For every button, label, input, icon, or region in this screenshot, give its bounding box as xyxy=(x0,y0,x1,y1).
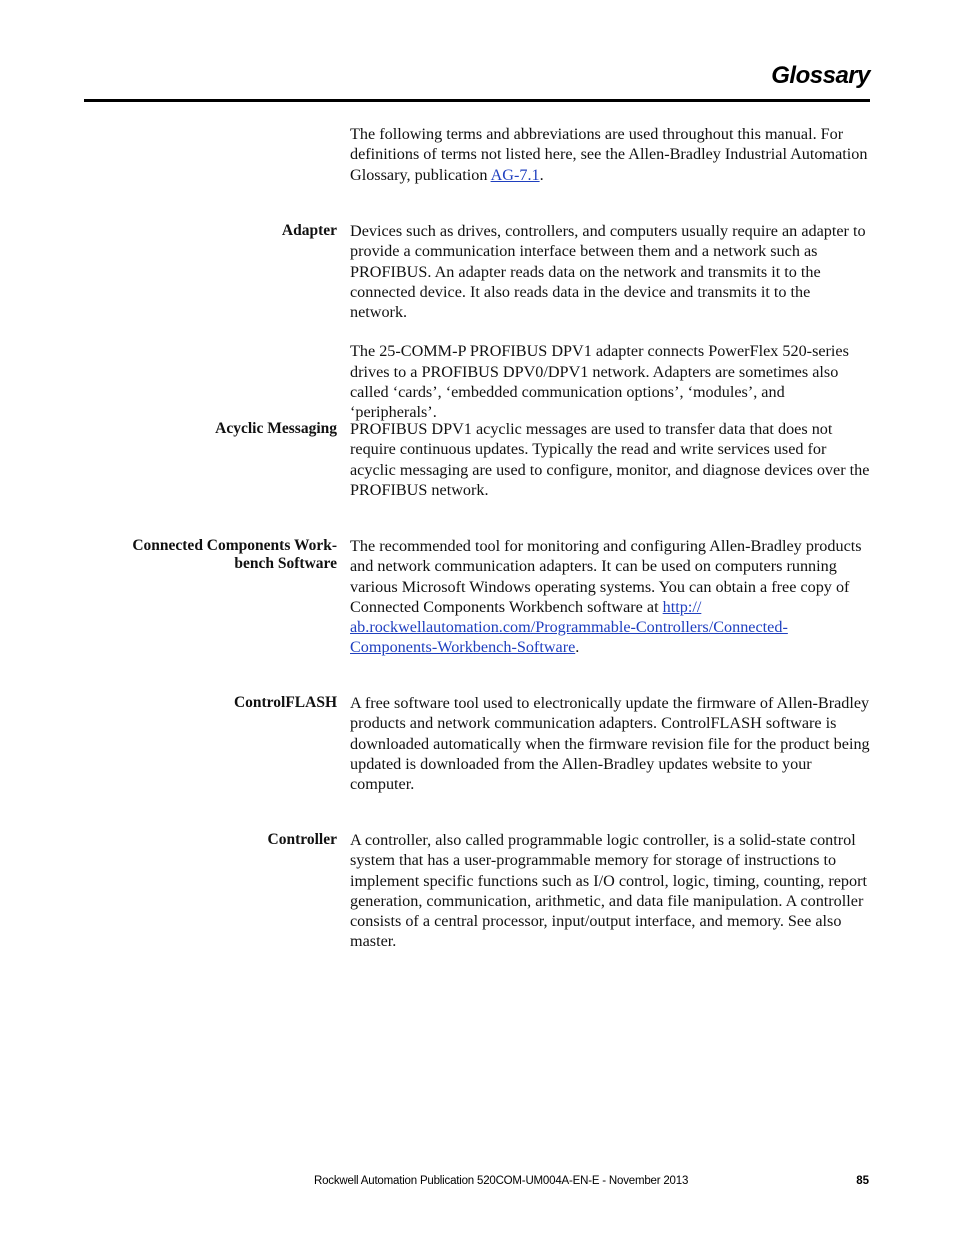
link-segment[interactable]: http:// xyxy=(662,597,702,616)
definition-controller xyxy=(350,830,870,952)
definition-text: The recommended tool for monitoring and configuring Allen-Bradley products and network communication adapters. It can be used on computers running various Microsoft Windows operating systems. You can obtain a free copy of Connected Components Workbench software at xyxy=(350,537,862,616)
page-number: 85 xyxy=(856,1175,869,1187)
definition-paragraph: The 25-COMM-P PROFIBUS DPV1 adapter connects PowerFlex 520-series drives to a PROFIBUS DPV0/DPV1 network. Adapters are sometimes also called ‘cards’, ‘embedded communication options’, ‘modules’, and ‘peripherals’. xyxy=(350,342,849,422)
term-acyclic-messaging: Acyclic Messaging xyxy=(215,420,337,437)
intro-text-end: . xyxy=(539,165,544,184)
term-connected-components-workbench xyxy=(84,537,337,572)
ag-7-1-link[interactable]: AG-7.1 xyxy=(490,165,540,184)
footer-publication: Rockwell Automation Publication 520COM-UM004A-EN-E - November 2013 xyxy=(314,1175,689,1187)
definition-paragraph: Devices such as drives, controllers, and computers usually require an adapter to provide a communication interface between them and a network such as PROFIBUS. An adapter reads data on the network and transmits it to the connected device. It also reads data in the device and transmits it to the network. xyxy=(350,222,866,322)
page-title: Glossary xyxy=(771,62,870,89)
term-adapter: Adapter xyxy=(281,222,337,239)
term-line: bench Software xyxy=(234,554,337,572)
term-controlflash: ControlFLASH xyxy=(233,694,337,711)
title-rule xyxy=(84,99,870,102)
definition-acyclic-messaging xyxy=(350,419,870,500)
term-controller: Controller xyxy=(267,831,337,848)
intro-text: The following terms and abbreviations are used throughout this manual. For definitions of terms not listed here, see the Allen-Bradley Industrial Automation Glossary, publication xyxy=(350,125,868,184)
intro-paragraph xyxy=(350,124,870,185)
definition-paragraph: A controller, also called programmable logic controller, is a solid-state control system that has a user-programmable memory for storage of instructions to implement specific functions such as I/O control, logic, timing, counting, report generation, communication, arithmetic, and data file manipulation. A controller consists of a central processor, input/output interface, and memory. See also master. xyxy=(350,831,867,951)
link-segment[interactable]: Components-Workbench-Software xyxy=(350,638,576,657)
definition-adapter xyxy=(350,221,870,423)
definition-connected-components-workbench xyxy=(350,536,870,658)
definition-paragraph: A free software tool used to electronically update the firmware of Allen-Bradley products and network communication adapters. ControlFLASH software is downloaded automatically when the firmware revision file for the product being updated is downloaded from the Allen-Bradley updates website to your computer. xyxy=(350,694,870,794)
link-segment[interactable]: ab.rockwellautomation.com/Programmable-Controllers/Connected- xyxy=(350,618,788,637)
definition-controlflash xyxy=(350,693,870,794)
term-line: Connected Components Work- xyxy=(132,537,337,554)
definition-paragraph: PROFIBUS DPV1 acyclic messages are used to transfer data that does not require continuous updates. Typically the read and write services used for acyclic messaging are used to configure, monitor, and diagnose devices over the PROFIBUS network. xyxy=(350,420,870,499)
definition-text-end: . xyxy=(575,638,580,657)
definition-paragraph xyxy=(350,536,870,658)
